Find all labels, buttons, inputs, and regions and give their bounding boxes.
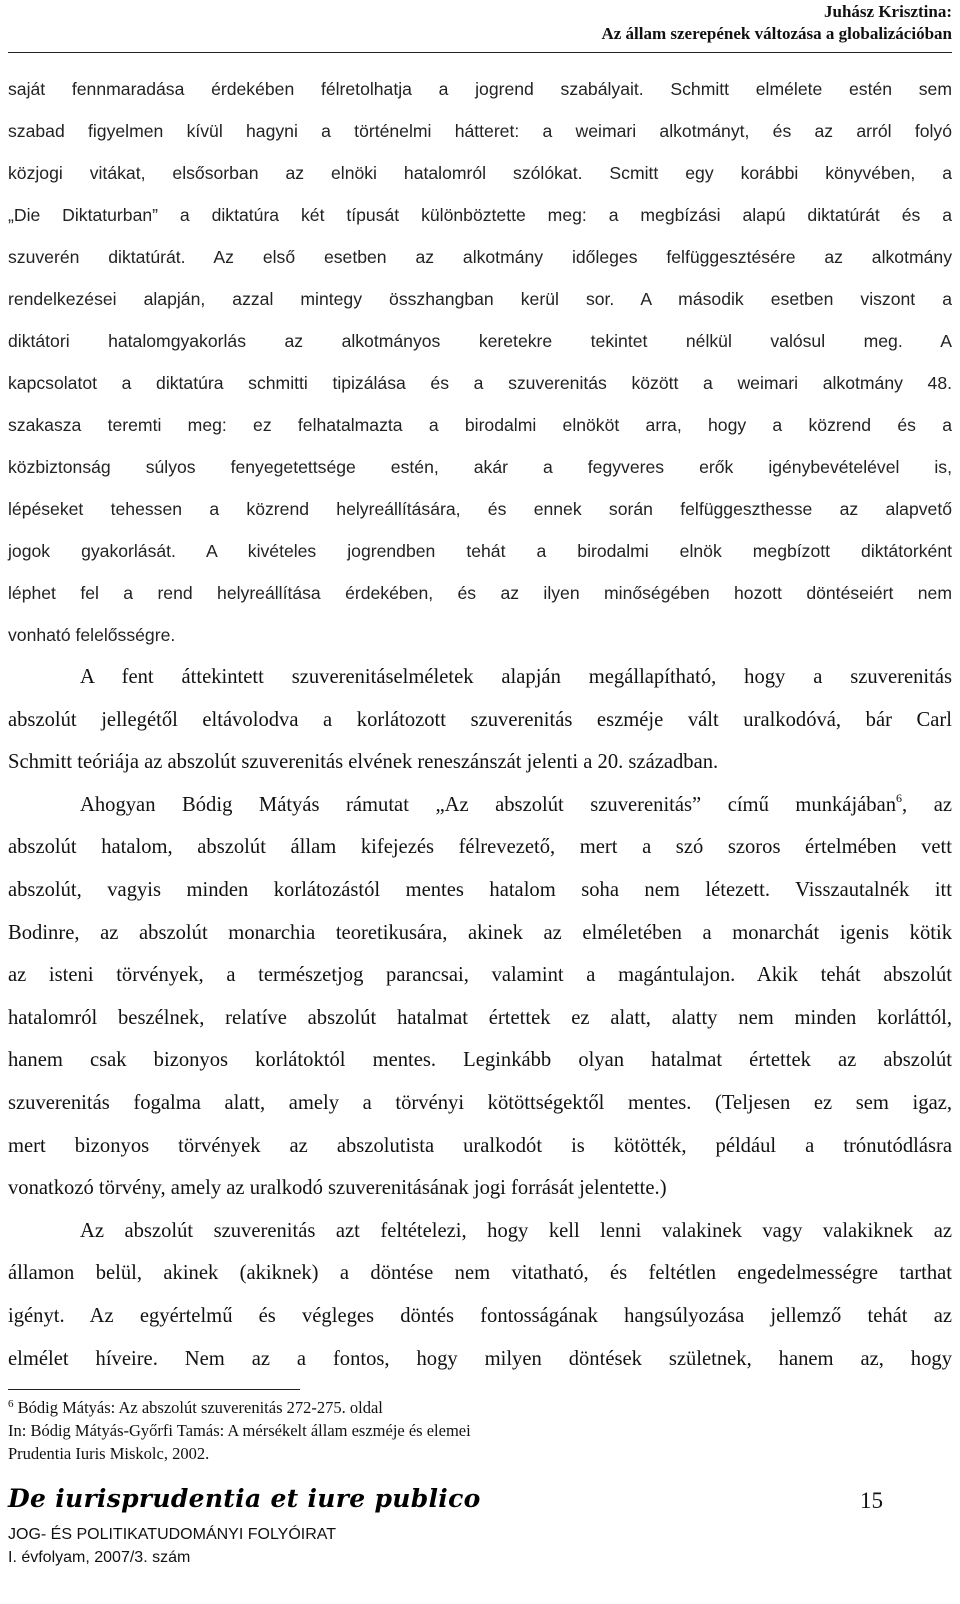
text-line: diktátori hatalomgyakorlás az alkotmányos keretekre tekintet nélkül valósul meg. A	[8, 331, 952, 351]
text-line: vonatkozó törvény, amely az uralkodó szuverenitásának jogi forrását jelentette.)	[8, 1177, 667, 1200]
text-line: Bodinre, az abszolút monarchia teoretikusára, akinek az elméletében a monarchát igenis kötik	[8, 921, 952, 944]
text-line: jogok gyakorlását. A kivételes jogrendben tehát a birodalmi elnök megbízott diktátorként	[8, 541, 952, 561]
paragraph-3	[8, 784, 952, 1210]
text-line: mert bizonyos törvények az abszolutista uralkodót is kötötték, például a trónutódlásra	[8, 1134, 952, 1157]
footnote-line: Prudentia Iuris Miskolc, 2002.	[8, 1444, 210, 1463]
paragraph-2	[8, 656, 952, 784]
text-line: szabad figyelmen kívül hagyni a történelmi hátteret: a weimari alkotmányt, és az arról folyó	[8, 121, 952, 141]
text-line: léphet fel a rend helyreállítása érdekében, és az ilyen minőségében hozott döntéseiért nem	[8, 583, 952, 603]
text-line: államon belül, akinek (akiknek) a döntése nem vitatható, és feltétlen engedelmességre tarthat	[8, 1262, 952, 1285]
text-line: „Die Diktaturban” a diktatúra két típusát különböztette meg: a megbízási alapú diktatúrát és a	[8, 205, 952, 225]
text-line: lépéseket tehessen a közrend helyreállítására, és ennek során felfüggeszthesse az alapvető	[8, 499, 952, 519]
text-segment: Ahogyan Bódig Mátyás rámutat „Az abszolút szuverenitás” című munkájában	[80, 793, 897, 816]
paragraph-1	[8, 68, 952, 656]
footnote-line	[8, 1396, 948, 1419]
text-line: Az abszolút szuverenitás azt feltételezi, hogy kell lenni valakinek vagy valakiknek az	[80, 1219, 952, 1242]
text-line: A fent áttekintett szuverenitáselméletek alapján megállapítható, hogy a szuverenitás	[80, 666, 952, 688]
footnote-reference[interactable]: 6	[896, 790, 903, 805]
text-line: vonható felelősségre.	[8, 625, 176, 645]
text-line: kapcsolatot a diktatúra schmitti tipizálása és a szuverenitás között a weimari alkotmány 48.	[8, 373, 952, 393]
text-line: igényt. Az egyértelmű és végleges döntés fontosságának hangsúlyozása jellemző tehát az	[8, 1304, 952, 1327]
running-header	[8, 0, 952, 53]
footnote-separator	[8, 1389, 300, 1390]
text-line: elmélet híveire. Nem az a fontos, hogy milyen döntések születnek, hanem az, hogy	[8, 1347, 952, 1370]
paragraph-4	[8, 1210, 952, 1380]
journal-logo-text: De iurisprudentia et iure publico	[8, 1484, 481, 1513]
text-line: Schmitt teóriája az abszolút szuverenitás elvének reneszánszát jelenti a 20. században.	[8, 751, 719, 774]
text-line: abszolút, vagyis minden korlátozástól mentes hatalom soha nem létezett. Visszautalnék itt	[8, 878, 952, 901]
header-author: Juhász Krisztina:	[824, 2, 952, 21]
page-number: 15	[860, 1488, 883, 1513]
text-line: abszolút jellegétől eltávolodva a korlátozott szuverenitás eszméje vált uralkodóvá, bár Carl	[8, 708, 952, 731]
footnote	[8, 1396, 948, 1465]
journal-issue: I. évfolyam, 2007/3. szám	[8, 1549, 191, 1566]
text-line: hatalomról beszélnek, relatíve abszolút hatalmat értettek ez alatt, alatty nem minden korláttól,	[8, 1006, 952, 1029]
text-line: rendelkezései alapján, azzal mintegy összhangban kerül sor. A második esetben viszont a	[8, 289, 952, 309]
text-line: közbiztonság súlyos fenyegetettsége estén, akár a fegyveres erők igénybevételével is,	[8, 457, 952, 477]
text-line: szuverén diktatúrát. Az első esetben az alkotmány időleges felfüggesztésére az alkotmány	[8, 247, 952, 267]
text-line: szakasza teremti meg: ez felhatalmazta a birodalmi elnököt arra, hogy a közrend és a	[8, 415, 952, 435]
text-line: közjogi vitákat, elsősorban az elnöki hatalomról szólókat. Scmitt egy korábbi könyvében, a	[8, 163, 952, 183]
footnote-number: 6	[8, 1398, 14, 1410]
header-title: Az állam szerepének változása a globalizációban	[601, 24, 952, 43]
text-line: hanem csak bizonyos korlátoktól mentes. Leginkább olyan hatalmat értettek az abszolút	[8, 1049, 952, 1072]
text-line	[8, 784, 952, 827]
article-body	[8, 68, 952, 1380]
footnote-line: In: Bódig Mátyás-Győrfi Tamás: A mérsékelt állam eszméje és elemei	[8, 1421, 471, 1440]
text-line: saját fennmaradása érdekében félretolhatja a jogrend szabályait. Schmitt elmélete estén sem	[8, 79, 952, 99]
footnote-text: Bódig Mátyás: Az abszolút szuverenitás 272-275. oldal	[17, 1398, 383, 1417]
text-line: abszolút hatalom, abszolút állam kifejezés félrevezető, mert a szó szoros értelmében vett	[8, 836, 952, 859]
journal-subtitle: JOG- ÉS POLITIKATUDOMÁNYI FOLYÓIRAT	[8, 1526, 337, 1543]
text-line: az isteni törvények, a természetjog parancsai, valamint a magántulajon. Akik tehát abszolút	[8, 964, 952, 987]
text-segment: , az	[902, 793, 952, 816]
text-line: szuverenitás fogalma alatt, amely a törvényi kötöttségektől mentes. (Teljesen ez sem igaz,	[8, 1091, 952, 1114]
